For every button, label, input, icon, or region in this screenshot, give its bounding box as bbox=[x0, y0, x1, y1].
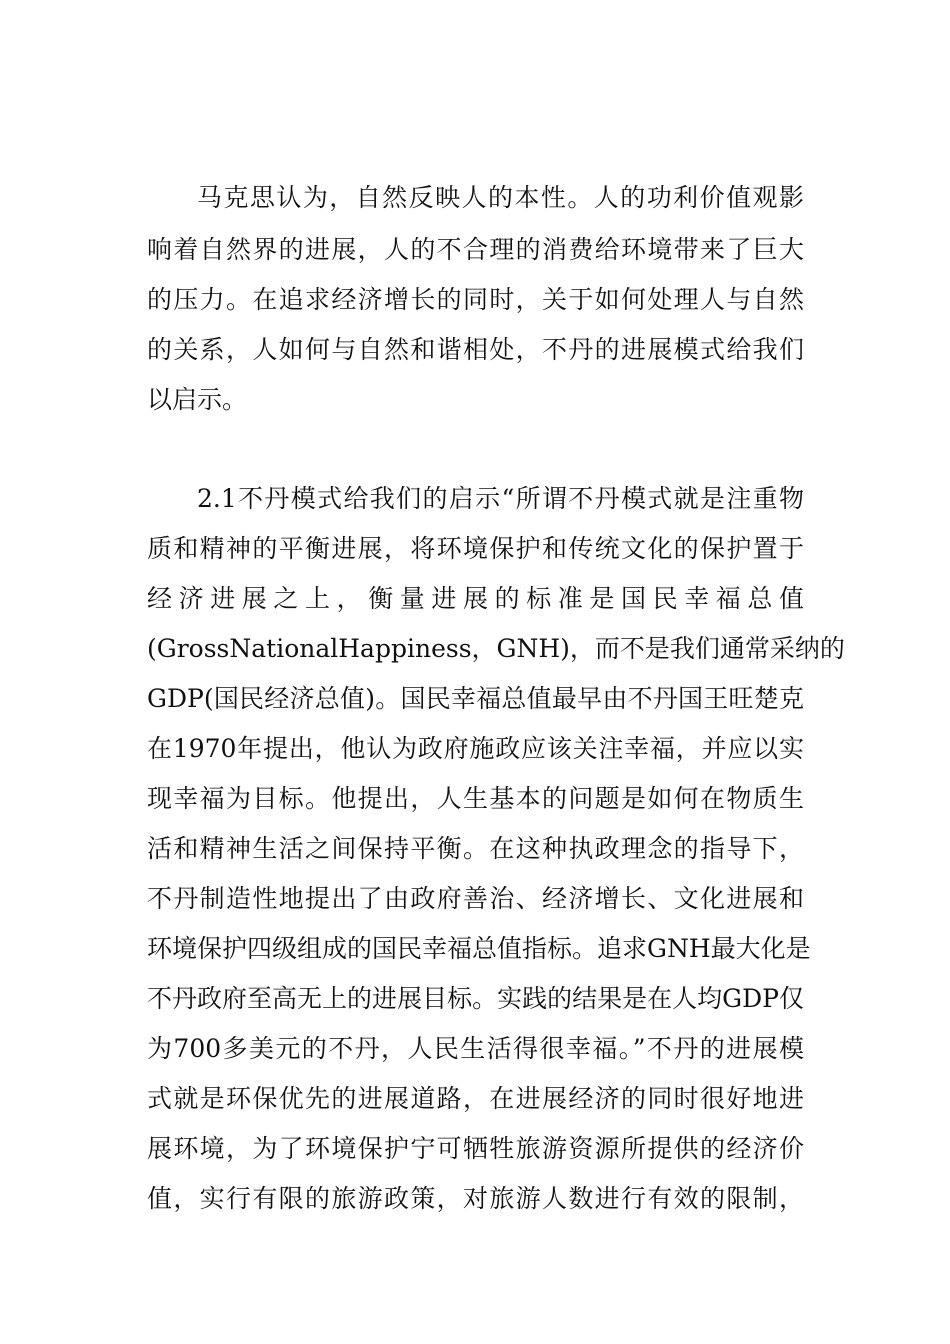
text-line: 展环境，为了环境保护宁可牺牲旅游资源所提供的经济价 bbox=[147, 1134, 804, 1163]
text-line: 马克思认为，自然反映人的本性。人的功利价值观影 bbox=[197, 183, 804, 212]
text-line: 式就是环保优先的进展道路，在进展经济的同时很好地进 bbox=[147, 1084, 804, 1113]
text-line: 环境保护四级组成的国民幸福总值指标。追求GNH最大化是 bbox=[147, 934, 811, 963]
text-line: 的关系，人如何与自然和谐相处，不丹的进展模式给我们 bbox=[147, 335, 804, 364]
text-line: (GrossNationalHappiness，GNH)，而不是我们通常采纳的 bbox=[147, 634, 845, 663]
text-line: 以启示。 bbox=[147, 385, 248, 414]
text-line: 现幸福为目标。他提出，人生基本的问题是如何在物质生 bbox=[147, 784, 804, 813]
text-line: 不丹政府至高无上的进展目标。实践的结果是在人均GDP仅 bbox=[147, 984, 804, 1013]
text-line: 值，实行有限的旅游政策，对旅游人数进行有效的限制， bbox=[147, 1184, 804, 1213]
text-line: 响着自然界的进展，人的不合理的消费给环境带来了巨大 bbox=[147, 235, 804, 264]
text-line: 不丹制造性地提出了由政府善治、经济增长、文化进展和 bbox=[147, 884, 804, 913]
text-line: 为700多美元的不丹，人民生活得很幸福。”不丹的进展模 bbox=[147, 1034, 804, 1063]
text-line: 在1970年提出，他认为政府施政应该关注幸福，并应以实 bbox=[147, 734, 804, 763]
text-line: 2.1不丹模式给我们的启示“所谓不丹模式就是注重物 bbox=[197, 484, 804, 513]
text-line: 经济进展之上，衡量进展的标准是国民幸福总值 bbox=[147, 584, 804, 613]
text-line: 活和精神生活之间保持平衡。在这种执政理念的指导下， bbox=[147, 834, 804, 863]
text-line: 的压力。在追求经济增长的同时，关于如何处理人与自然 bbox=[147, 285, 804, 314]
text-line: GDP(国民经济总值)。国民幸福总值最早由不丹国王旺楚克 bbox=[147, 684, 804, 713]
text-line: 质和精神的平衡进展，将环境保护和传统文化的保护置于 bbox=[147, 534, 804, 563]
